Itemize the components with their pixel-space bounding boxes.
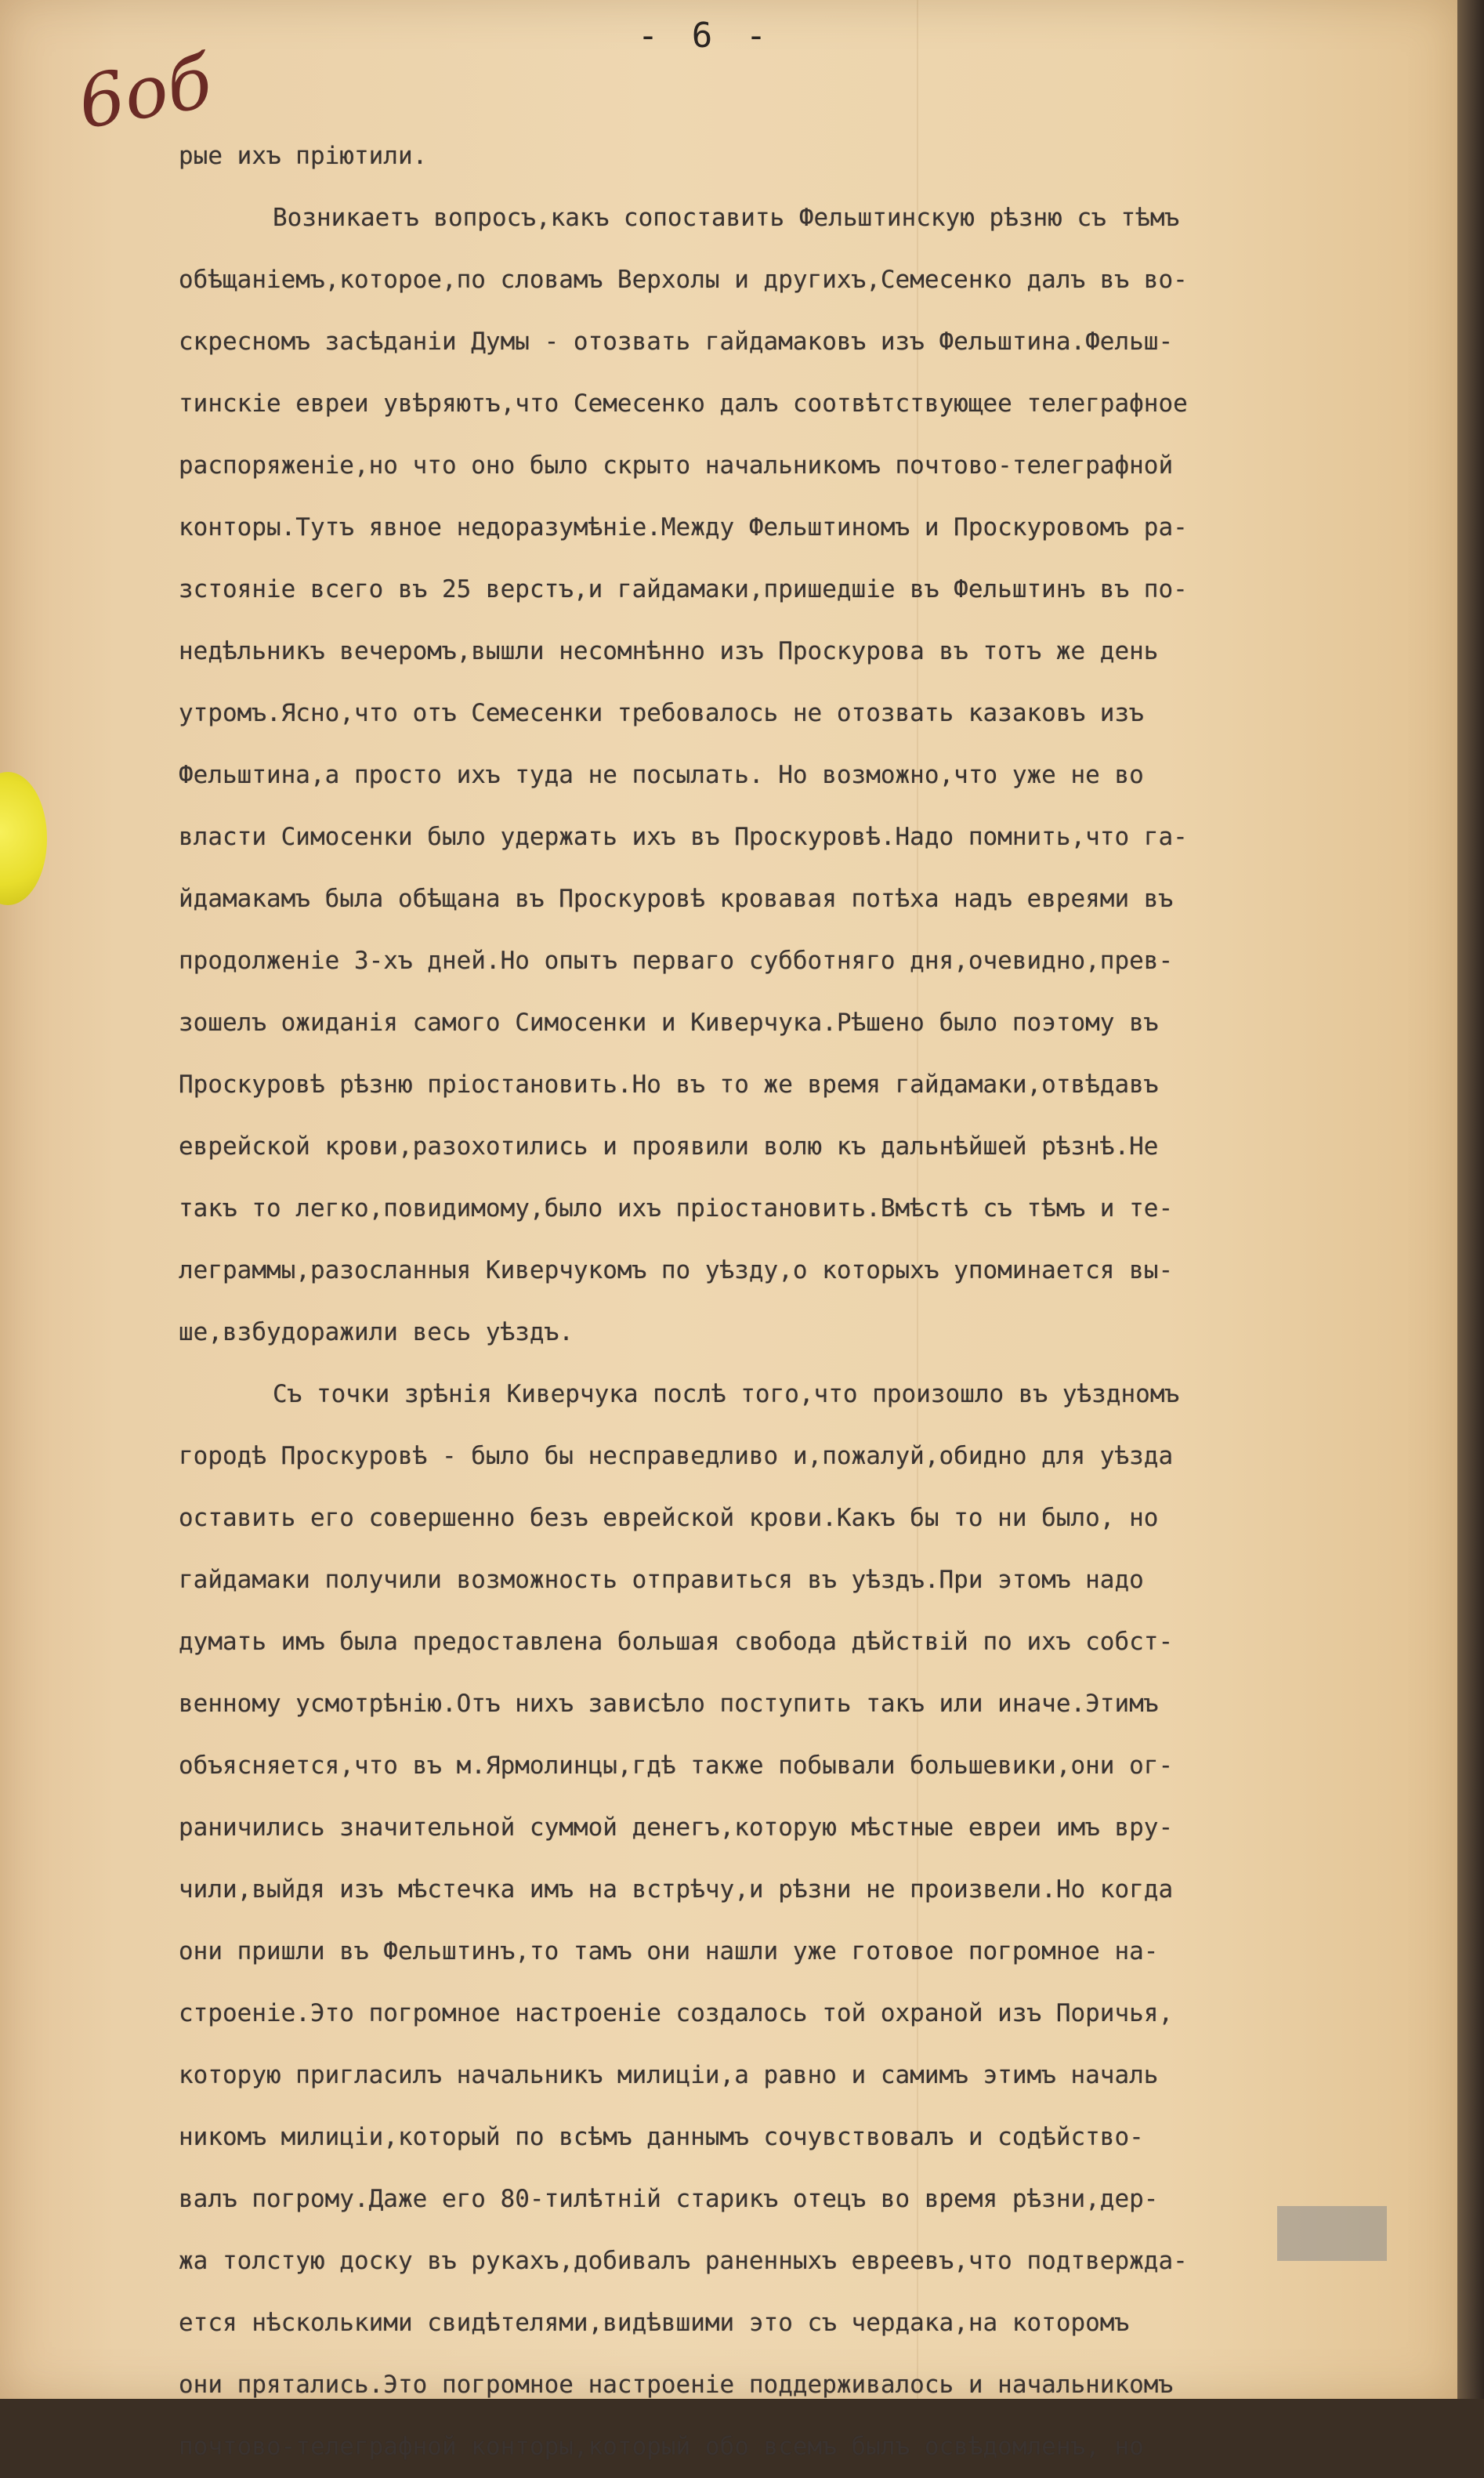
text-line: Съ точки зрѣнія Киверчука послѣ того,что произошло въ уѣздномъ — [273, 1380, 1180, 1408]
text-line: никомъ милиціи,который по всѣмъ даннымъ сочувствовалъ и содѣйство- — [179, 2123, 1144, 2151]
text-line: йдамакамъ была обѣщана въ Проскуровѣ кровавая потѣха надъ евреями въ — [179, 885, 1174, 913]
text-line: городѣ Проскуровѣ - было бы несправедливо и,пожалуй,обидно для уѣзда — [179, 1442, 1174, 1470]
text-line: ется нѣсколькими свидѣтелями,видѣвшими это съ чердака,на которомъ — [179, 2309, 1130, 2337]
text-line: зошелъ ожиданія самого Симосенки и Киверчука.Рѣшено было поэтому въ — [179, 1009, 1159, 1037]
text-line: продолженіе 3-хъ дней.Но опытъ перваго субботняго дня,очевидно,прев- — [179, 947, 1174, 975]
text-line: почтово-телеграфной конторы,который обо всемъ былъ освѣдомленъ, но — [179, 2433, 1144, 2461]
page-edge-shadow — [1457, 0, 1484, 2399]
text-line: зстояніе всего въ 25 верстъ,и гайдамаки,пришедшіе въ Фельштинъ въ по- — [179, 575, 1188, 603]
text-line: Возникаетъ вопросъ,какъ сопоставить Фельштинскую рѣзню съ тѣмъ — [273, 204, 1180, 232]
text-line: объясняется,что въ м.Ярмолинцы,гдѣ также побывали большевики,они ог- — [179, 1752, 1174, 1780]
text-line: рые ихъ пріютили. — [179, 142, 428, 170]
text-line: гайдамаки получили возможность отправиться въ уѣздъ.При этомъ надо — [179, 1566, 1144, 1594]
text-line: думать имъ была предоставлена большая свобода дѣйствій по ихъ собст- — [179, 1628, 1174, 1656]
text-line: утромъ.Ясно,что отъ Семесенки требовалось не отозвать казаковъ изъ — [179, 699, 1144, 727]
handwritten-folio-mark: 6об — [72, 39, 219, 146]
text-line: они прятались.Это погромное настроеніе поддерживалось и начальникомъ — [179, 2371, 1174, 2399]
text-line: такъ то легко,повидимому,было ихъ пріостановить.Вмѣстѣ съ тѣмъ и те- — [179, 1194, 1174, 1223]
text-line: леграммы,разосланныя Киверчукомъ по уѣзду,о которыхъ упоминается вы- — [179, 1256, 1174, 1284]
text-line: скресномъ засѣданіи Думы - отозвать гайдамаковъ изъ Фельштина.Фельш- — [179, 328, 1174, 356]
text-line: тинскіе евреи увѣряютъ,что Семесенко далъ соотвѣтствующее телеграфное — [179, 389, 1188, 418]
text-line: конторы.Тутъ явное недоразумѣніе.Между Фельштиномъ и Проскуровомъ ра- — [179, 513, 1188, 542]
text-line: еврейской крови,разохотились и проявили волю къ дальнѣйшей рѣзнѣ.Не — [179, 1132, 1159, 1161]
text-line: они пришли въ Фельштинъ,то тамъ они нашли уже готовое погромное на- — [179, 1937, 1159, 1965]
page-number: - 6 - — [637, 16, 773, 56]
text-line: строеніе.Это погромное настроеніе создалось той охраной изъ Поричья, — [179, 1999, 1174, 2027]
text-line: обѣщаніемъ,которое,по словамъ Верхолы и другихъ,Семесенко далъ въ во- — [179, 266, 1188, 294]
text-line: распоряженіе,но что оно было скрыто начальникомъ почтово-телеграфной — [179, 451, 1174, 480]
text-line: Проскуровѣ рѣзню пріостановить.Но въ то же время гайдамаки,отвѣдавъ — [179, 1071, 1159, 1099]
text-line: которую пригласилъ начальникъ милиціи,а равно и самимъ этимъ началь — [179, 2061, 1159, 2089]
text-line: раничились значительной суммой денегъ,которую мѣстные евреи имъ вру- — [179, 1813, 1174, 1842]
text-line: оставить его совершенно безъ еврейской крови.Какъ бы то ни было, но — [179, 1504, 1159, 1532]
typed-text-body — [179, 125, 1432, 2478]
archive-stamp-patch — [1277, 2206, 1387, 2261]
text-line: чили,выйдя изъ мѣстечка имъ на встрѣчу,и рѣзни не произвели.Но когда — [179, 1875, 1174, 1904]
text-line: власти Симосенки было удержать ихъ въ Проскуровѣ.Надо помнить,что га- — [179, 823, 1188, 851]
text-line: недѣльникъ вечеромъ,вышли несомнѣнно изъ Проскурова въ тотъ же день — [179, 637, 1159, 665]
text-line: жа толстую доску въ рукахъ,добивалъ раненныхъ евреевъ,что подтвержда- — [179, 2247, 1188, 2275]
text-line: ше,взбудоражили весь уѣздъ. — [179, 1318, 574, 1346]
text-line: валъ погрому.Даже его 80-тилѣтній старикъ отецъ во время рѣзни,дер- — [179, 2185, 1159, 2213]
text-line: венному усмотрѣнію.Отъ нихъ зависѣло поступить такъ или иначе.Этимъ — [179, 1690, 1159, 1718]
text-line: Фельштина,а просто ихъ туда не посылать. Но возможно,что уже не во — [179, 761, 1144, 789]
